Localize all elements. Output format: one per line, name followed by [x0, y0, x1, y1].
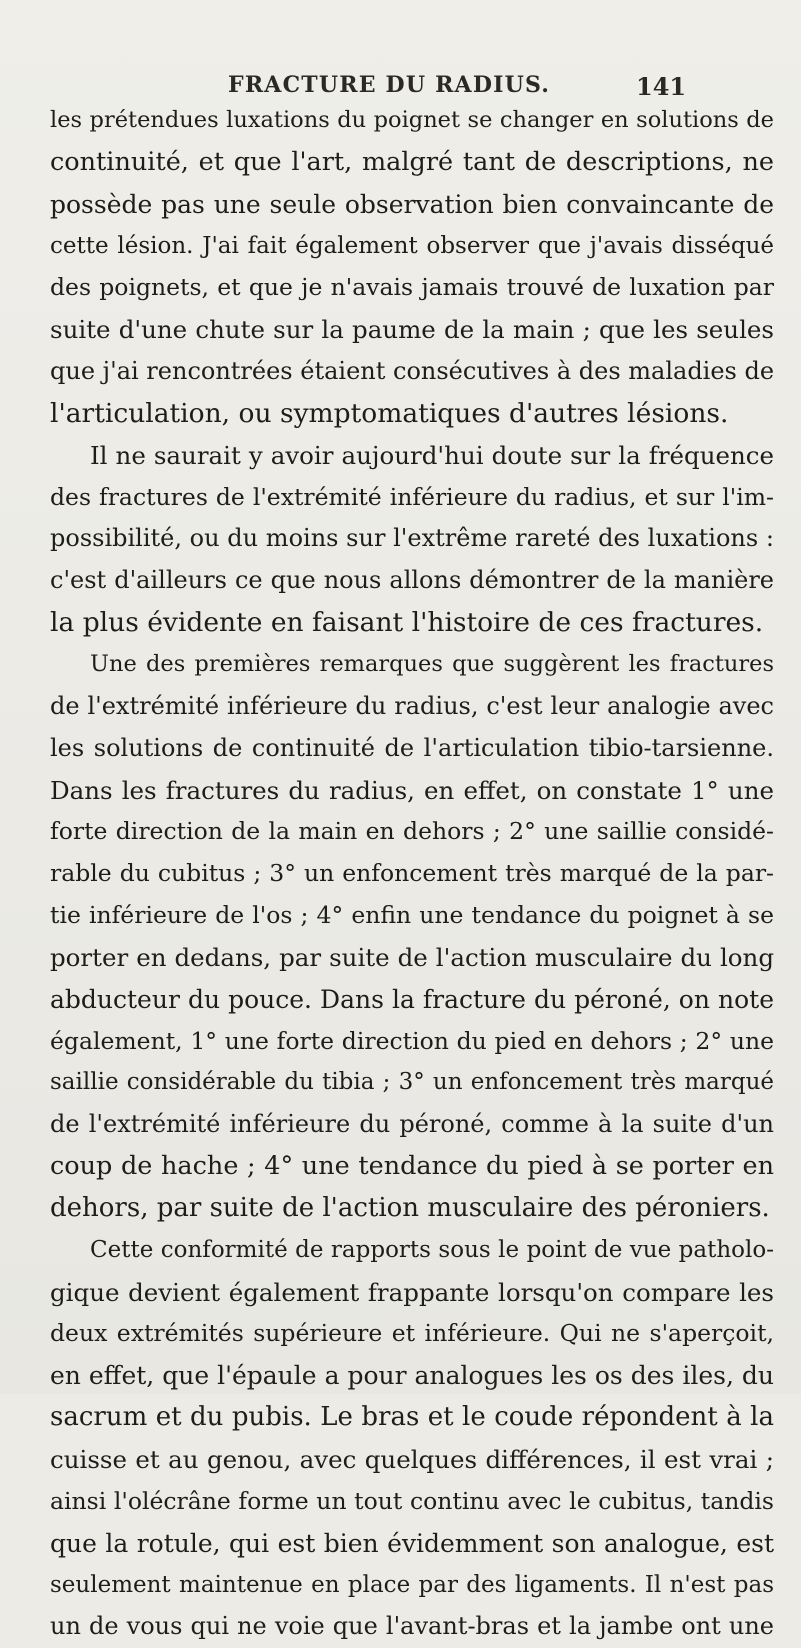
text-line: l'articulation, ou symptomatiques d'autres lésions.: [50, 397, 729, 429]
text-line: des poignets, et que je n'avais jamais trouvé de luxation par: [50, 273, 774, 302]
text-line: deux extrémités supérieure et inférieure. Qui ne s'aperçoit,: [50, 1319, 774, 1348]
text-line: gique devient également frappante lorsqu'on compare les: [50, 1277, 774, 1307]
text-line: des fractures de l'extrémité inférieure du radius, et sur l'im-: [50, 482, 774, 511]
text-line: abducteur du pouce. Dans la fracture du péroné, on note: [50, 984, 774, 1014]
text-line: dehors, par suite de l'action musculaire des péroniers.: [50, 1192, 770, 1223]
text-line: suite d'une chute sur la paume de la main ; que les seules: [50, 315, 774, 345]
text-line: porter en dedans, par suite de l'action musculaire du long: [50, 942, 774, 972]
text-line: Dans les fractures du radius, en effet, on constate 1° une: [50, 775, 774, 805]
text-line: possède pas une seule observation bien convaincante de: [50, 189, 774, 219]
text-line: tie inférieure de l'os ; 4° enfin une tendance du poignet à se: [50, 901, 774, 930]
text-line: un de vous qui ne voie que l'avant-bras et la jambe ont une: [50, 1612, 774, 1641]
text-line: rable du cubitus ; 3° un enfoncement très marqué de la par-: [50, 859, 774, 888]
text-line: cuisse et au genou, avec quelques différences, il est vrai ;: [50, 1445, 774, 1474]
text-line: la plus évidente en faisant l'histoire de ces fractures.: [50, 607, 764, 639]
text-line: en effet, que l'épaule a pour analogues les os des iles, du: [50, 1361, 774, 1391]
text-line: sacrum et du pubis. Le bras et le coude répondent à la: [50, 1402, 774, 1433]
page-number: 141: [636, 72, 687, 101]
text-line: également, 1° une forte direction du pied en dehors ; 2° une: [50, 1026, 774, 1055]
body-text: [50, 100, 774, 1648]
text-line: forte direction de la main en dehors ; 2° une saillie considé-: [50, 817, 774, 846]
running-title: FRACTURE DU RADIUS.: [228, 72, 551, 98]
text-line: seulement maintenue en place par des ligaments. Il n'est pas: [50, 1571, 774, 1598]
text-line: continuité, et que l'art, malgré tant de descriptions, ne: [50, 146, 774, 177]
text-line: ainsi l'olécrâne forme un tout continu avec le cubitus, tandis: [50, 1486, 774, 1515]
text-line: cette lésion. J'ai fait également observer que j'avais disséqué: [50, 232, 774, 259]
text-line: que j'ai rencontrées étaient consécutives à des maladies de: [50, 357, 774, 386]
text-line: de l'extrémité inférieure du radius, c'est leur analogie avec: [50, 691, 774, 720]
text-line: les solutions de continuité de l'articulation tibio-tarsienne.: [50, 733, 774, 762]
text-line: de l'extrémité inférieure du péroné, comme à la suite d'un: [50, 1110, 774, 1139]
text-line: c'est d'ailleurs ce que nous allons démontrer de la manière: [50, 566, 774, 595]
text-line: les prétendues luxations du poignet se changer en solutions de: [50, 107, 774, 133]
text-line: saillie considérable du tibia ; 3° un enfoncement très marqué: [50, 1069, 774, 1096]
text-line: coup de hache ; 4° une tendance du pied à se porter en: [50, 1151, 774, 1182]
text-line: que la rotule, qui est bien évidemment son analogue, est: [50, 1528, 774, 1558]
text-line: Une des premières remarques que suggèrent les fractures: [90, 650, 774, 677]
text-line: possibilité, ou du moins sur l'extrême rareté des luxations :: [50, 524, 774, 553]
running-head: [0, 46, 801, 101]
text-line: Il ne saurait y avoir aujourd'hui doute sur la fréquence: [90, 440, 774, 470]
text-line: Cette conformité de rapports sous le point de vue patholo-: [90, 1236, 774, 1263]
